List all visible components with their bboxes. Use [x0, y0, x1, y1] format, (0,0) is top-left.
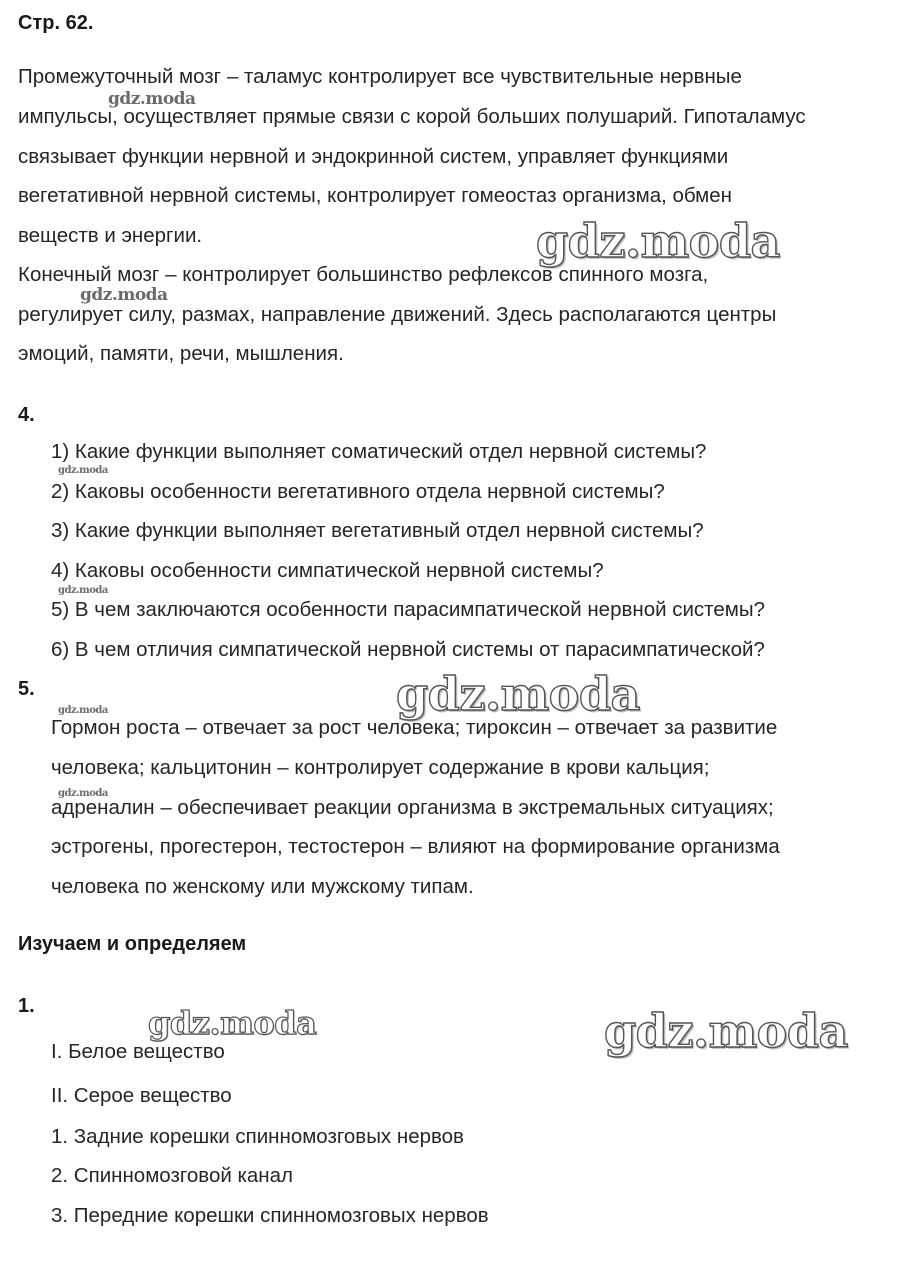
watermark-logo: gdz.moda — [80, 285, 168, 305]
hormone-line: человека по женскому или мужскому типам. — [51, 875, 474, 898]
watermark-logo: gdz.moda — [604, 1004, 848, 1058]
question-item: 6) В чем отличия симпатической нервной системы от парасимпатической? — [51, 638, 765, 661]
watermark-logo: gdz.moda — [58, 788, 108, 799]
intro-line: эмоций, памяти, речи, мышления. — [18, 342, 344, 365]
section-5-number: 5. — [18, 678, 35, 700]
study-1-number: 1. — [18, 995, 35, 1017]
section-4-number: 4. — [18, 404, 35, 426]
hormone-line: Гормон роста – отвечает за рост человека; тироксин – отвечает за развитие — [51, 716, 778, 739]
intro-line: вегетативной нервной системы, контролирует гомеостаз организма, обмен — [18, 184, 732, 207]
hormone-line: адреналин – обеспечивает реакции организма в экстремальных ситуациях; — [51, 796, 774, 819]
watermark-logo: gdz.moda — [148, 1004, 317, 1042]
question-item: 3) Какие функции выполняет вегетативный отдел нервной системы? — [51, 519, 704, 542]
watermark-logo: gdz.moda — [108, 89, 196, 109]
watermark-logo: gdz.moda — [58, 585, 108, 596]
question-item: 2) Каковы особенности вегетативного отдела нервной системы? — [51, 480, 665, 503]
intro-line: Конечный мозг – контролирует большинство рефлексов спинного мозга, — [18, 263, 709, 286]
page-header: Стр. 62. — [18, 12, 94, 34]
study-item: I. Белое вещество — [51, 1040, 225, 1063]
hormone-line: эстрогены, прогестерон, тестостерон – влияют на формирование организма — [51, 835, 780, 858]
study-item: 2. Спинномозговой канал — [51, 1164, 293, 1187]
intro-line: регулирует силу, размах, направление движений. Здесь располагаются центры — [18, 303, 777, 326]
watermark-logo: gdz.moda — [536, 214, 780, 268]
watermark-logo: gdz.moda — [58, 705, 108, 716]
watermark-logo: gdz.moda — [396, 667, 640, 721]
study-item: 3. Передние корешки спинномозговых нервов — [51, 1204, 489, 1227]
question-item: 4) Каковы особенности симпатической нервной системы? — [51, 559, 604, 582]
intro-line: веществ и энергии. — [18, 224, 203, 247]
question-item: 1) Какие функции выполняет соматический отдел нервной системы? — [51, 440, 707, 463]
intro-line: Промежуточный мозг – таламус контролирует все чувствительные нервные — [18, 65, 742, 88]
question-item: 5) В чем заключаются особенности парасимпатической нервной системы? — [51, 598, 765, 621]
study-heading: Изучаем и определяем — [18, 933, 247, 955]
intro-line: импульсы, осуществляет прямые связи с корой больших полушарий. Гипоталамус — [18, 105, 806, 128]
study-item: II. Серое вещество — [51, 1084, 232, 1107]
hormone-line: человека; кальцитонин – контролирует содержание в крови кальция; — [51, 756, 710, 779]
study-item: 1. Задние корешки спинномозговых нервов — [51, 1125, 464, 1148]
watermark-logo: gdz.moda — [58, 465, 108, 476]
intro-line: связывает функции нервной и эндокринной систем, управляет функциями — [18, 145, 729, 168]
